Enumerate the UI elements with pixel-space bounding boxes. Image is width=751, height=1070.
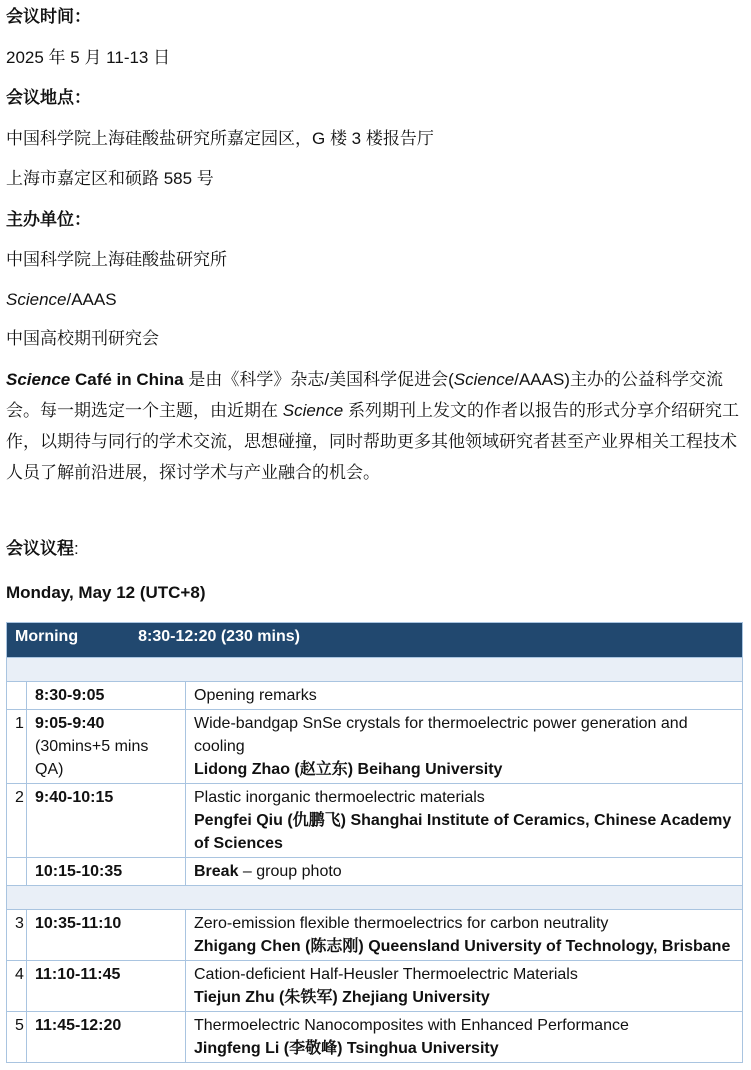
agenda-table xyxy=(6,622,743,1063)
table-row xyxy=(7,784,743,858)
row-number: 3 xyxy=(7,910,27,961)
agenda-colon: : xyxy=(74,539,79,558)
table-row xyxy=(7,910,743,961)
table-row xyxy=(7,710,743,784)
meeting-time-value: 2025 年 5 月 11-13 日 xyxy=(6,48,171,67)
row-time: 9:05-9:40 xyxy=(35,715,105,732)
row-title: Plastic inorganic thermoelectric materials xyxy=(194,789,485,806)
spacer-row xyxy=(7,886,743,910)
intro-science-1: Science xyxy=(453,370,515,389)
intro-paragraph xyxy=(6,364,746,488)
host-item-2 xyxy=(6,289,117,311)
row-time-note: (30mins+5 mins QA) xyxy=(35,738,149,778)
row-speaker: Lidong Zhao (赵立东) Beihang University xyxy=(194,761,503,778)
row-time: 10:15-10:35 xyxy=(27,858,186,886)
row-talk-cell xyxy=(186,910,743,961)
row-time: 9:40-10:15 xyxy=(27,784,186,858)
table-row xyxy=(7,682,743,710)
row-time: 8:30-9:05 xyxy=(27,682,186,710)
row-speaker: Tiejun Zhu (朱铁军) Zhejiang University xyxy=(194,989,490,1006)
row-time: 10:35-11:10 xyxy=(27,910,186,961)
row-speaker: Pengfei Qiu (仇鹏飞) Shanghai Institute of Ceramics, Chinese Academy of Sciences xyxy=(194,812,732,852)
meeting-place-line2: 上海市嘉定区和硕路 585 号 xyxy=(6,169,214,188)
host-item-1: 中国科学院上海硅酸盐研究所 xyxy=(6,250,227,269)
host-item-3: 中国高校期刊研究会 xyxy=(6,329,159,348)
row-number: 5 xyxy=(7,1012,27,1063)
row-time: 11:10-11:45 xyxy=(27,961,186,1012)
meeting-place-label: 会议地点： xyxy=(6,88,91,107)
row-break-note: – group photo xyxy=(238,863,342,880)
agenda-heading xyxy=(6,538,79,560)
table-row xyxy=(7,858,743,886)
row-talk-cell xyxy=(186,710,743,784)
session-header-cell xyxy=(7,623,743,658)
row-title: Cation-deficient Half-Heusler Thermoelectric Materials xyxy=(194,966,578,983)
row-title: Zero-emission flexible thermoelectrics for carbon neutrality xyxy=(194,915,609,932)
session-header xyxy=(7,623,743,658)
row-speaker: Zhigang Chen (陈志刚) Queensland University of Technology, Brisbane xyxy=(194,938,731,955)
row-talk-cell xyxy=(186,784,743,858)
host-label: 主办单位： xyxy=(6,210,91,229)
row-number: 2 xyxy=(7,784,27,858)
row-number: 1 xyxy=(7,710,27,784)
spacer-row xyxy=(7,658,743,682)
row-number xyxy=(7,858,27,886)
session-slot: 8:30-12:20 (230 mins) xyxy=(138,628,300,645)
table-row xyxy=(7,1012,743,1063)
row-time: 11:45-12:20 xyxy=(27,1012,186,1063)
intro-text-2: /AAAS)主办的公益科学交流会。每一期选定一个主题，由近期在 xyxy=(6,370,723,420)
row-break-label: Break xyxy=(194,863,239,880)
row-talk-cell xyxy=(186,1012,743,1063)
intro-science-2: Science xyxy=(282,401,344,420)
row-talk-cell xyxy=(186,961,743,1012)
intro-text-3: 系列期刊上发文的作者以报告的形式分享介绍研究工作，以期待与同行的学术交流，思想碰撞，同时帮助更多其他领域研究者甚至产业界相关工程技术人员了解前沿进展，探讨学术与产业融合的机会。 xyxy=(6,401,739,482)
table-row xyxy=(7,961,743,1012)
host-science-italic: Science xyxy=(6,290,67,309)
session-name: Morning xyxy=(15,628,79,645)
day-title: Monday, May 12 (UTC+8) xyxy=(6,583,206,602)
host-aaas: /AAAS xyxy=(66,290,117,309)
meeting-time-label: 会议时间： xyxy=(6,7,91,26)
row-talk-cell xyxy=(186,858,743,886)
row-number: 4 xyxy=(7,961,27,1012)
meeting-place-line1: 中国科学院上海硅酸盐研究所嘉定园区，G 楼 3 楼报告厅 xyxy=(6,129,434,148)
row-time-cell xyxy=(27,710,186,784)
intro-brand-italic: Science xyxy=(6,370,71,389)
agenda-label: 会议议程 xyxy=(6,539,74,558)
row-speaker: Jingfeng Li (李敬峰) Tsinghua University xyxy=(194,1040,499,1057)
row-title: Wide-bandgap SnSe crystals for thermoelectric power generation and cooling xyxy=(194,715,688,755)
row-number xyxy=(7,682,27,710)
intro-text-1: 是由《科学》杂志/美国科学促进会( xyxy=(183,370,454,389)
intro-brand-rest: Café in China xyxy=(70,370,184,389)
row-title: Opening remarks xyxy=(186,682,743,710)
row-title: Thermoelectric Nanocomposites with Enhanced Performance xyxy=(194,1017,629,1034)
